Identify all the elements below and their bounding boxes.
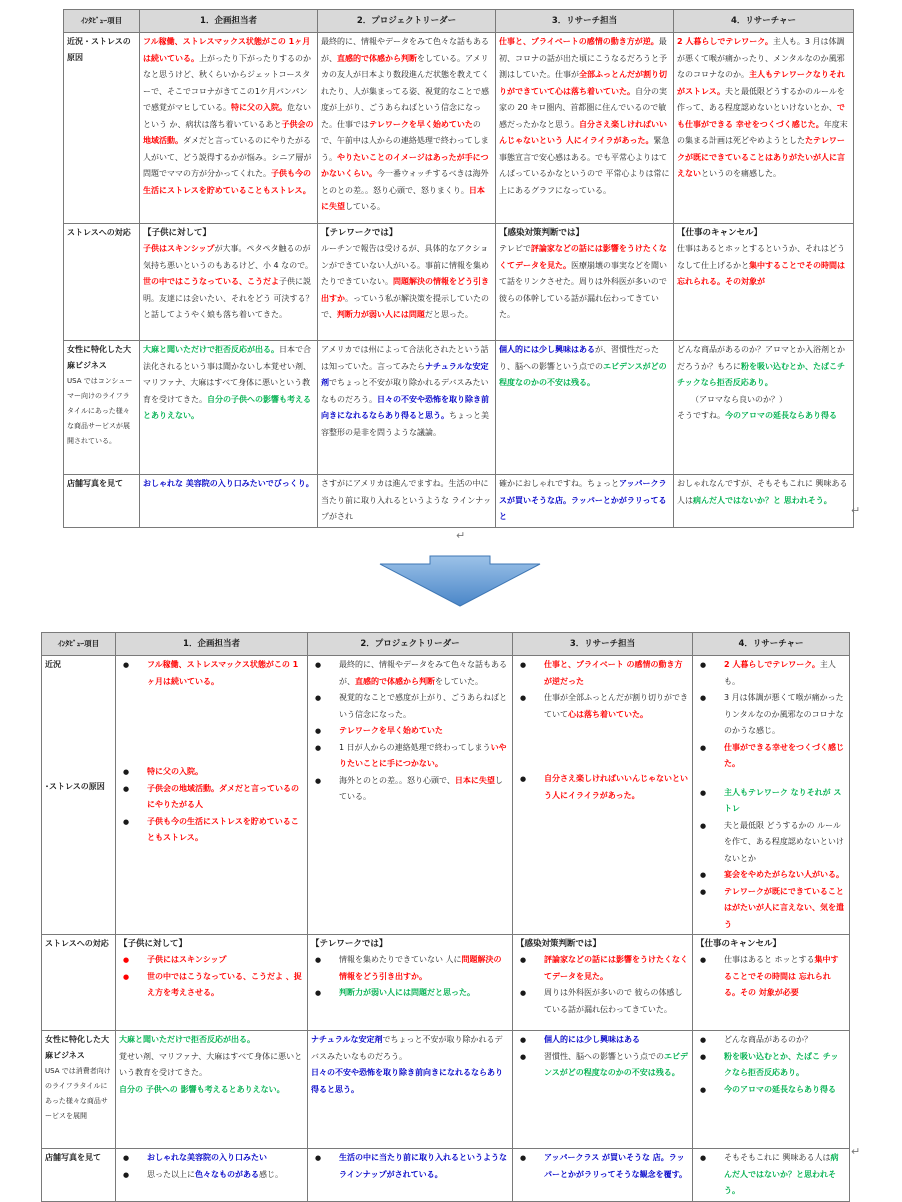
header-planner: 1．企画担当者: [116, 633, 308, 656]
row-head: 女性に特化した大麻ビジネス USA ではコンシューマー向けのライフラタイルにあった様々な商品サービスが展開されている。: [64, 341, 140, 475]
table-row: [42, 656, 850, 935]
table-cell: [693, 1031, 850, 1149]
header-row: [64, 10, 854, 33]
table-cell: 最終的に、情報やデータをみて色々な話もあるが、直感的で体感から判断をしている。アメリカの友人が日本より数段進んだ状態を教えてくれたり、人が集まってる姿、視覚的なことで感度が上がり、ごうあらねばという信念になった。仕事ではテレワークを早く始めていたので、午前中は人からの連絡処理で終わってしまう。やりたいことのイメージはあったが手につかないくらい。今一番ウォッチするべきは海外とのとの差。。怒り心頭で、怒りまくり。日本に失望している。: [318, 33, 496, 224]
list-item: ● 1 日が人からの連絡処理で終わってしまういやりたいことに手につかない。: [311, 740, 509, 773]
header-planner: 1．企画担当者: [140, 10, 318, 33]
row-head: 女性に特化した大麻ビジネス USA では消費者向けのライフラタイルにあった様々な商品サービスを展開: [42, 1031, 116, 1149]
list-item: ● 宴会をやめたがらない人がいる。: [696, 867, 846, 884]
table-cell: 【子供に対して】 ● 子供にはスキンシップ ● 世の中ではこうなっている、こうだよ 、捉え方を考えさせる。: [116, 935, 308, 1031]
list-item: ● 子供会の地域活動。ダメだと言っているのにやりたがる人: [119, 781, 304, 814]
list-item: ● 仕事はあると ホッとする集中することでその時間は 忘れられる。その 対象が必要: [696, 952, 846, 1002]
row-head: 店舗写真を見て: [42, 1149, 116, 1202]
table-row: [64, 341, 854, 475]
table-cell: フル稼働、ストレスマックス状態がこの 1ヶ月は続いている。上がったり下がったりするのかなと思うけど、秋くらいからジェットコースターで、そこでコロナがきてこの1ケ月パンパンで感覚がマヒしている。特に父の入院。危ないという か、病状は落ち着いているあと子供会の地域活動。ダメだと言っているのにやりたがる人がいて、どう説得するかが悩み。シニア層が問題でママの方が分かってくれた。子供も今の生活にストレスを貯めていることもストレス。: [140, 33, 318, 224]
header-researcher: 4．リサーチャー: [674, 10, 854, 33]
return-mark: ↵: [851, 1145, 861, 1158]
list-item: ● フル稼働、ストレスマックス状態がこの 1ヶ月は続いている。: [119, 657, 304, 690]
row-head: 近況 ･ストレスの原因: [42, 656, 116, 935]
table-cell: おしゃれなんですが、そもそもこれに 興味ある人は病んだ人ではないか？と 思われそう。: [674, 475, 854, 528]
header-row: [42, 633, 850, 656]
list-item: ● 世の中ではこうなっている、こうだよ 、捉え方を考えさせる。: [119, 969, 304, 1002]
table-cell: 【テレワークでは】 ルーチンで報告は受けるが、具体的なアクションができていない人がいる。事前に情報を集めたりできていない。問題解決の情報をどう引き出すか。っていう私が解決策を提示していたので、判断力が弱い人には問題だと思った。: [318, 224, 496, 341]
list-item: ● 海外とのとの差。。怒り心頭で、日本に失望している。: [311, 773, 509, 806]
list-item: ● そもそもこれに 興味ある人は病んだ人ではないか？と思われそう。: [696, 1150, 846, 1200]
list-item: ● おしゃれな美容院の入り口みたい: [119, 1150, 304, 1167]
list-item: ● 思った以上に色々なものがある感じ。: [119, 1167, 304, 1184]
list-item: ● 生活の中に当たり前に取り入れるというようなラインナップがされている。: [311, 1150, 509, 1183]
table-cell: 確かにおしゃれですね。ちょっとアッパークラスが買いそうな店。ラッパーとかがラリってると: [496, 475, 674, 528]
list-item: ● アッパークラス が買いそうな 店。ラッパーとかがラリってそうな観念を覆す。: [516, 1150, 689, 1183]
table-cell: 【仕事のキャンセル】 ● 仕事はあると ホッとする集中することでその時間は 忘れられる。その 対象が必要: [693, 935, 850, 1031]
row-head: ストレスへの対応: [64, 224, 140, 341]
list-item: ● 評論家などの話には影響をうけたくなくてデータを見た。: [516, 952, 689, 985]
table-row: [42, 1031, 850, 1149]
table-cell: 仕事と、プライベートの感情の動き方が逆。最初、コロナの話が出た頃にこうなるだろうと予測はしていた。仕事が全部ふっとんだが割り切りができていて心は落ち着いていた。自分の実家の 20 キロ圏内、首都圏に住んでいるので敏感だったかなと思う。自分さえ楽しければいいんじゃないという 人にイライラがあった。緊急事態宣言で安心感はある。でも平常心よりはてんぱっているかなというので 平常心よりは常に上にあるグラフになっている。: [496, 33, 674, 224]
down-arrow-icon: [380, 556, 540, 606]
table-cell: 大麻と聞いただけで拒否反応が出る。日本で合法化されるという事は聞かないし本覚せい剤、マリファナ、大麻はすべて身体に悪いという教育を受けてきた。自分の子供への影響も考えるとありえない。: [140, 341, 318, 475]
table-cell: 2 人暮らしでテレワーク。主人も。3 月は体調が悪くて喉が痛かったり、メンタルなのか風邪なのコロナなのか。主人もテレワークなりそれがストレス。夫と最低限どうするかのルールを作って、ある程度認めないといけないとか、でも仕事ができる 幸せをつくづく感じた。年度末の集まる計画は死どやめようとしたたテレワークが既にできていることはありがたいが人に言えないというのを痛感した。: [674, 33, 854, 224]
list-item: ● 特に父の入院。: [119, 764, 304, 781]
list-item: ● 習慣性、脳への影響という点でのエビデンスがどの程度なのかの不安は残る。: [516, 1049, 689, 1082]
return-mark: ↵: [456, 529, 466, 542]
table-cell: 大麻と聞いただけで拒否反応が出る。 覚せい剤、マリファナ、大麻はすべて身体に悪いという教育を受けてきた。 自分の 子供への 影響も考えるとありえない。: [116, 1031, 308, 1149]
header-researcher: 4．リサーチャー: [693, 633, 850, 656]
header-research: 3．リサーチ担当: [513, 633, 693, 656]
list-item: ● 仕事が全部ふっとんだが割り切りができていて心は落ち着いていた。: [516, 690, 689, 723]
list-item: ● 夫と最低限 どうするかの ルールを作て、ある程度認めないといけないとか: [696, 818, 846, 868]
table-cell: [308, 656, 513, 935]
table-cell: 【テレワークでは】 ● 情報を集めたりできていない 人に問題解決の情報をどう引き出すか。 ● 判断力が弱い人には問題だと思った。: [308, 935, 513, 1031]
table-cell: 【仕事のキャンセル】 仕事はあるとホッとするというか、それはどうなして仕上げるかと集中することでその時間は忘れられる。その対象が: [674, 224, 854, 341]
table-cell: 【感染対策判断では】 ● 評論家などの話には影響をうけたくなくてデータを見た。 ● 周りは外科医が多いので 彼らの体感している話が漏れ伝わってきていた。: [513, 935, 693, 1031]
header-project-leader: 2．プロジェクトリーダー: [318, 10, 496, 33]
table-row: [64, 475, 854, 528]
table-cell: アメリカでは州によって合法化されたという話は知っていた。言ってみたらナチュラルな安定剤でちょっと不安が取り除かれるデバスみたいなものだろう。日々の不安や恐怖を取り除き前向きになれるならあり得ると思う。ちょっと美容整形の是非を問うような議論。: [318, 341, 496, 475]
list-item: ● 仕事と、プライベート の感情の動き方が逆だった: [516, 657, 689, 690]
table-cell: [513, 1149, 693, 1202]
list-item: ● 判断力が弱い人には問題だと思った。: [311, 985, 509, 1002]
return-mark: ↵: [851, 504, 861, 517]
table-cell: [308, 1149, 513, 1202]
list-item: ● 3 月は体調が悪くて喉が痛かったりンタルなのか風邪なのコロナなのかうな感じ。: [696, 690, 846, 740]
list-item: ● 情報を集めたりできていない 人に問題解決の情報をどう引き出すか。: [311, 952, 509, 985]
list-item: ● 今のアロマの延長ならあり得る: [696, 1082, 846, 1099]
header-item: ｲﾝﾀﾋﾞｭｰ項目: [64, 10, 140, 33]
table-cell: [513, 656, 693, 935]
table-row: [42, 1149, 850, 1202]
list-item: ● 最終的に、情報やデータをみて色々な話もあるが、直感的で体感から判断をしていた。: [311, 657, 509, 690]
table-cell: どんな商品があるのか？アロマとか入浴剤とかだろうか？もろに粉を吸い込むとか、たばこチチックなら拒否反応あり。 （アロマなら良いのか？） そうですね。今のアロマの延長ならあり得る: [674, 341, 854, 475]
list-item: ● 視覚的なことで感度が上がり、ごうあらねばという信念になった。: [311, 690, 509, 723]
list-item: ● どんな商品があるのか？: [696, 1032, 846, 1049]
list-item: ● テレワークが既にできていることはがたいが人に言えない、気を遣う: [696, 884, 846, 934]
interview-table-before: [63, 9, 854, 528]
row-head: ストレスへの対応: [42, 935, 116, 1031]
list-item: ● 個人的には少し興味はある: [516, 1032, 689, 1049]
table-cell: おしゃれな 美容院の入り口みたいでびっくり。: [140, 475, 318, 528]
table-cell: 個人的には少し興味はあるが、習慣性だったり、脳への影響という点でのエビデンスがどの程度なのかの不安は残る。: [496, 341, 674, 475]
list-item: ● 仕事ができる幸せをつくづく感じた。: [696, 740, 846, 773]
list-item: ● 子供にはスキンシップ: [119, 952, 304, 969]
table-cell: さすがにアメリカは進んでますね。生活の中に当たり前に取り入れるというような ラインナップがされ: [318, 475, 496, 528]
row-head: 近況・ストレスの原因: [64, 33, 140, 224]
list-item: ● テレワークを早く始めていた: [311, 723, 509, 740]
table-cell: [693, 1149, 850, 1202]
table-row: [42, 935, 850, 1031]
table-cell: 【子供に対して】 子供はスキンシップが大事。ペタペタ触るのが気持ち悪いというのもあるけど、小 4 なので。世の中ではこうなっている、こうだよ子供に説明。友達には会いたい、それをどう 可決する？と話してようやく娘も落ち着いてきた。: [140, 224, 318, 341]
list-item: ● 2 人暮らしでテレワーク。主人も。: [696, 657, 846, 690]
table-cell: ナチュラルな安定剤でちょっと不安が取り除かれるデバスみたいなものだろう。 日々の不安や恐怖を取り除き前向きになれるならあり得ると思う。: [308, 1031, 513, 1149]
list-item: ● 子供も今の生活にストレスを貯めていることもストレス。: [119, 814, 304, 847]
table-row: [64, 224, 854, 341]
table-cell: 【感染対策判断では】 テレビで評論家などの話には影響をうけたくなくてデータを見た。医療崩壊の事実などを聞いて話をリンクさせた。周りは外科医が多いので彼らの体幹している話が漏れ伝わってきていた。: [496, 224, 674, 341]
header-project-leader: 2．プロジェクトリーダー: [308, 633, 513, 656]
header-item: ｲﾝﾀﾋﾞｭｰ項目: [42, 633, 116, 656]
table-cell: [513, 1031, 693, 1149]
list-item: ● 主人もテレワーク なりそれが ストレ: [696, 785, 846, 818]
table-cell: [693, 656, 850, 935]
interview-table-after: [41, 632, 850, 1202]
header-research: 3．リサーチ担当: [496, 10, 674, 33]
row-head: 店舗写真を見て: [64, 475, 140, 528]
table-cell: [116, 656, 308, 935]
list-item: ● 粉を吸い込むとか、たばこ チックなら拒否反応あり。: [696, 1049, 846, 1082]
list-item: ● 周りは外科医が多いので 彼らの体感している話が漏れ伝わってきていた。: [516, 985, 689, 1018]
list-item: ● 自分さえ楽しければいいんじゃないという人にイライラがあった。: [516, 771, 689, 804]
table-row: [64, 33, 854, 224]
table-cell: [116, 1149, 308, 1202]
